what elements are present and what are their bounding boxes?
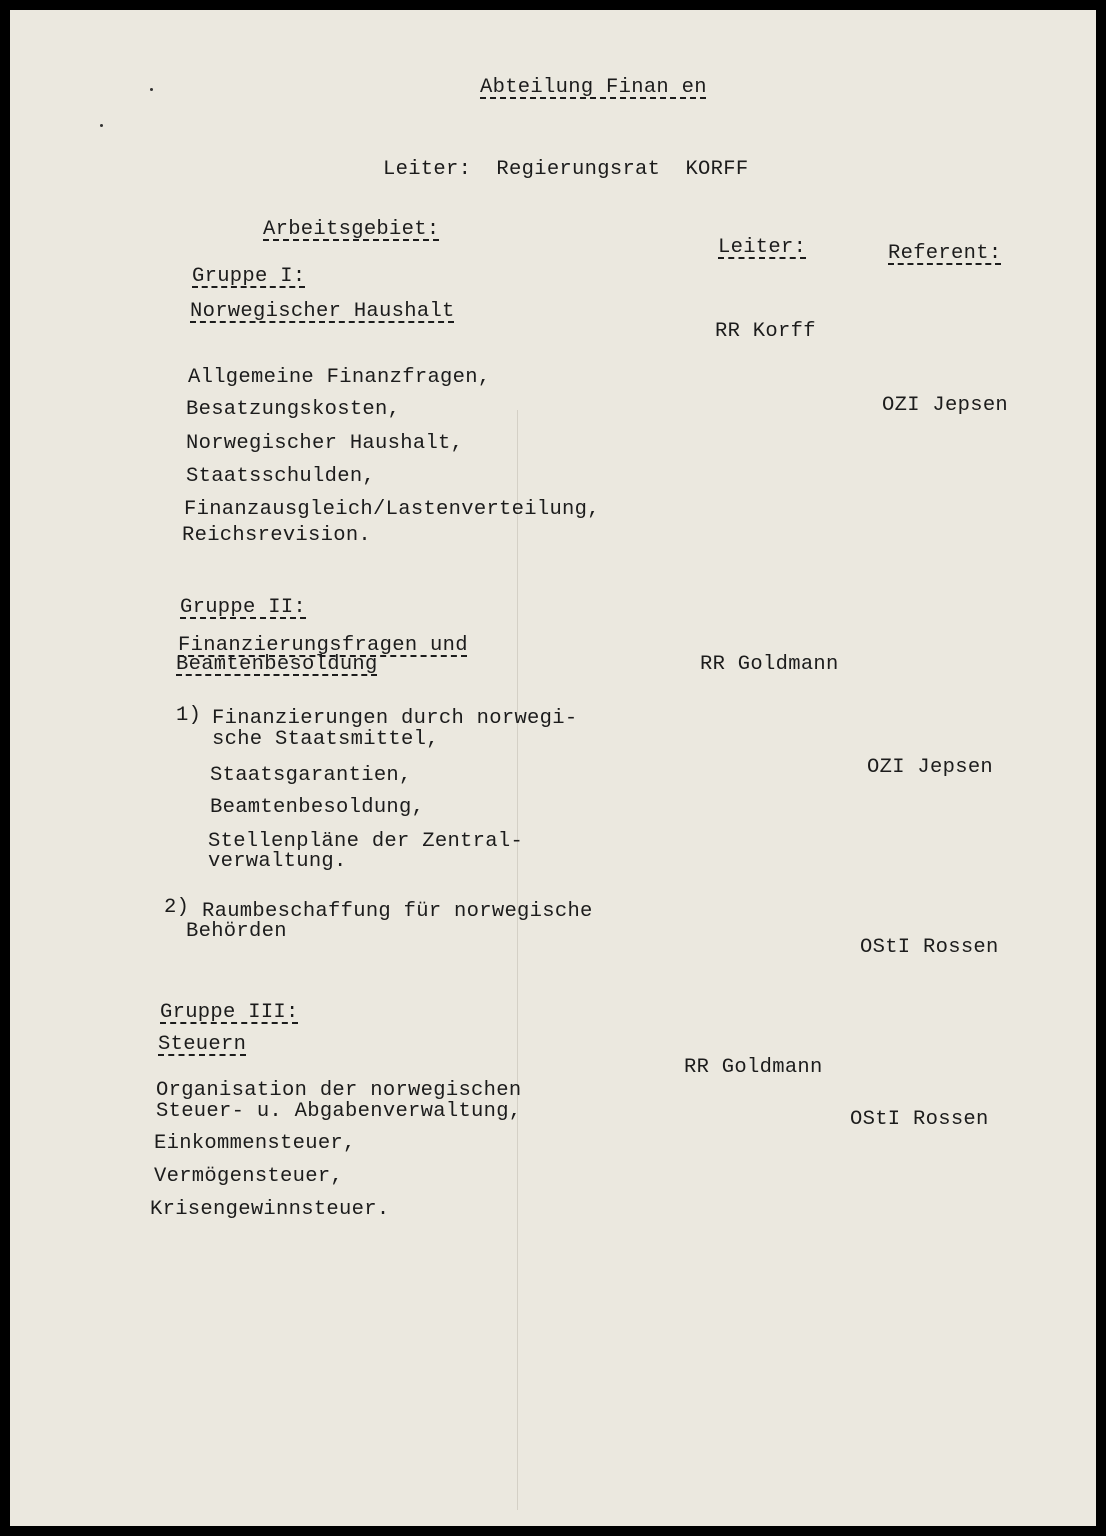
gruppe-2-heading: Gruppe II: (180, 596, 307, 619)
gruppe-2-item-1-line: Finanzierungen durch norwegi- (212, 707, 578, 730)
gruppe-1-item: Staatsschulden, (186, 465, 376, 488)
gruppe-1-leiter: RR Korff (715, 320, 816, 343)
gruppe-2-item-1-line: sche Staatsmittel, (212, 728, 439, 751)
paper-fold-line (517, 410, 518, 1510)
gruppe-3-subject: Steuern (158, 1033, 247, 1056)
gruppe-2-subject-line2: Beamtenbesoldung (176, 653, 378, 676)
gruppe-3-item: Krisengewinnsteuer. (150, 1198, 390, 1221)
gruppe-2-item-1-line: Beamtenbesoldung, (210, 796, 425, 819)
gruppe-2-item-2-line: Raumbeschaffung für norwegische (202, 900, 593, 923)
gruppe-2-item-1-line: Stellenpläne der Zentral- (208, 830, 524, 853)
paper-speck (100, 124, 103, 127)
gruppe-2-item-1-referent: OZI Jepsen (867, 756, 994, 779)
gruppe-3-item: Vermögensteuer, (154, 1165, 344, 1188)
gruppe-1-heading: Gruppe I: (192, 265, 306, 288)
gruppe-1-item: Norwegischer Haushalt, (186, 432, 464, 455)
gruppe-1-referent: OZI Jepsen (882, 394, 1009, 417)
gruppe-1-item: Finanzausgleich/Lastenverteilung, (184, 498, 600, 521)
gruppe-3-leiter: RR Goldmann (684, 1056, 823, 1079)
gruppe-1-item: Besatzungskosten, (186, 398, 401, 421)
gruppe-2-item-2-line: Behörden (186, 920, 287, 943)
gruppe-1-item: Allgemeine Finanzfragen, (188, 366, 491, 389)
gruppe-3-item: Einkommensteuer, (154, 1132, 356, 1155)
department-title: Abteilung Finan en (480, 76, 707, 99)
gruppe-2-item-2-referent: OStI Rossen (860, 936, 999, 959)
head-line: Leiter: Regierungsrat KORFF (383, 158, 749, 181)
gruppe-2-subject-line1: Finanzierungsfragen und (178, 634, 468, 657)
gruppe-3-item: Organisation der norwegischen (156, 1079, 522, 1102)
paper-speck (150, 88, 153, 91)
gruppe-2-item-2-number: 2) (164, 896, 190, 919)
gruppe-2-item-1-line: verwaltung. (208, 850, 347, 873)
column-heading-arbeitsgebiet: Arbeitsgebiet: (263, 218, 440, 241)
gruppe-2-item-1-line: Staatsgarantien, (210, 764, 412, 787)
gruppe-3-heading: Gruppe III: (160, 1001, 299, 1024)
column-heading-referent: Referent: (888, 242, 1002, 265)
document-page (10, 10, 1096, 1526)
gruppe-2-leiter: RR Goldmann (700, 653, 839, 676)
gruppe-1-subject: Norwegischer Haushalt (190, 300, 455, 323)
column-heading-leiter: Leiter: (718, 236, 807, 259)
gruppe-2-item-1-number: 1) (176, 704, 202, 727)
gruppe-1-item: Reichsrevision. (182, 524, 372, 547)
gruppe-3-referent: OStI Rossen (850, 1108, 989, 1131)
gruppe-3-item: Steuer- u. Abgabenverwaltung, (156, 1100, 522, 1123)
